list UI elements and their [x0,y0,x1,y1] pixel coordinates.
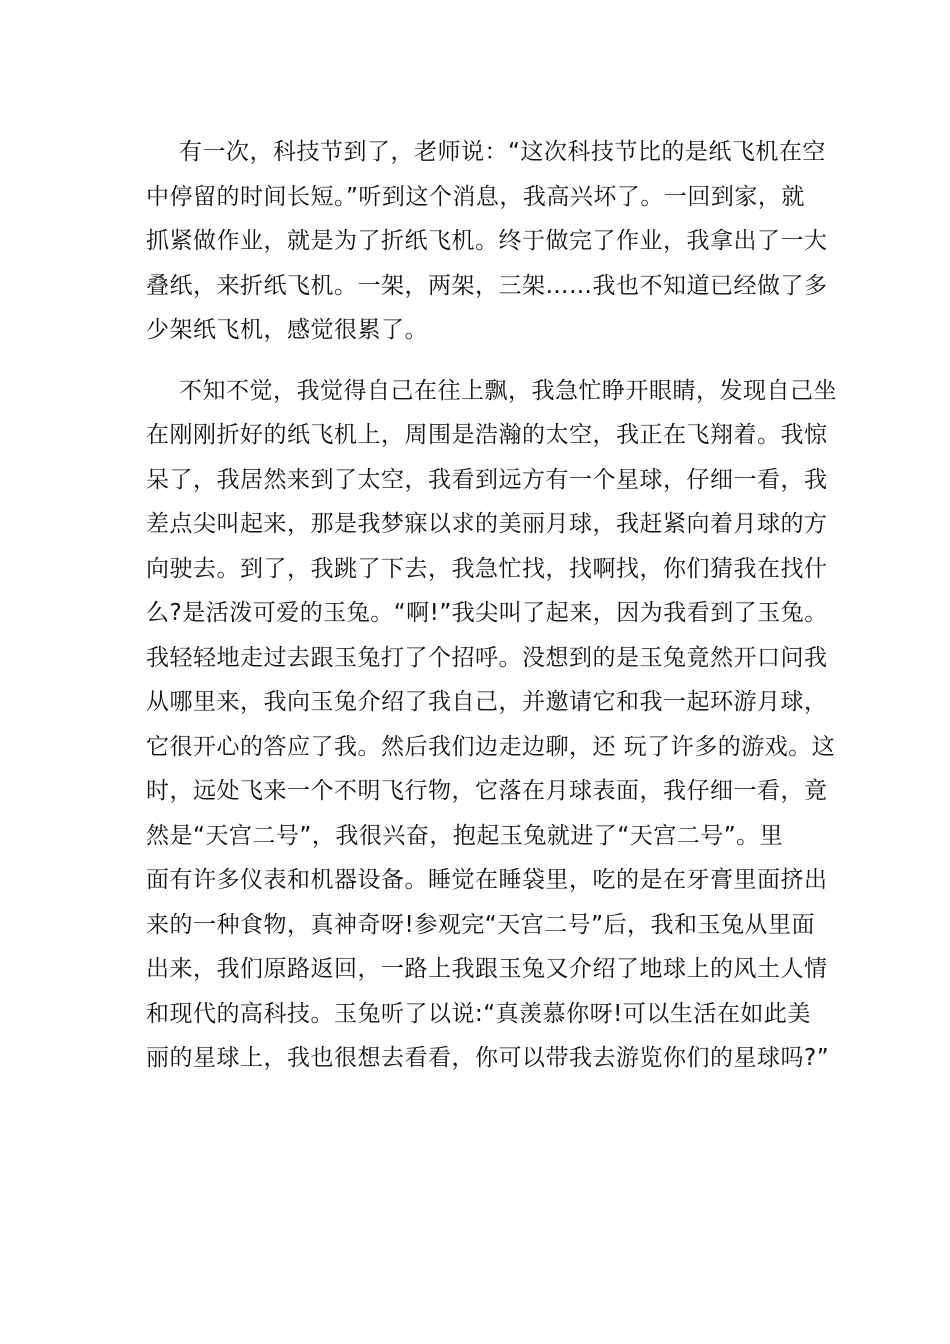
text-line: 丽的星球上，我也很想去看看，你可以带我去游览你们的星球吗?” [146,1045,830,1071]
text-line: 和现代的高科技。玉兔听了以说:“真羡慕你呀!可以生活在如此美 [146,1000,811,1027]
text-line: 么?是活泼可爱的玉兔。“啊!”我尖叫了起来，因为我看到了玉兔。 [146,600,828,626]
paragraph-2 [146,369,837,1081]
text-line: 中停留的时间长短。”听到这个消息，我高兴坏了。一回到家，就 [146,183,805,210]
text-line: 差点尖叫起来，那是我梦寐以求的美丽月球，我赶紧向着月球的方 [146,511,828,537]
text-line: 来的一种食物，真神奇呀!参观完“天宫二号”后，我和玉兔从里面 [146,911,816,938]
paragraph-1 [146,130,828,353]
text-line: 然是“天宫二号”，我很兴奋，抱起玉兔就进了“天宫二号”。里 [146,822,784,849]
text-line: 叠纸，来折纸飞机。一架，两架，三架……我也不知道已经做了多 [146,272,828,299]
text-line: 抓紧做作业，就是为了折纸飞机。终于做完了作业，我拿出了一大 [146,228,828,254]
text-line: 在刚刚折好的纸飞机上，周围是浩瀚的太空，我正在飞翔着。我惊 [146,422,828,448]
text-line: 面有许多仪表和机器设备。睡觉在睡袋里，吃的是在牙膏里面挤出 [146,867,828,893]
text-line: 时，远处飞来一个不明飞行物，它落在月球表面，我仔细一看，竟 [146,778,828,804]
text-line: 出来，我们原路返回，一路上我跟玉兔又介绍了地球上的风土人情 [146,956,828,982]
text-line: 少架纸飞机，感觉很累了。 [146,317,428,343]
document-body [146,130,837,1097]
text-line: 呆了，我居然来到了太空，我看到远方有一个星球，仔细一看，我 [146,466,828,493]
text-line: 不知不觉，我觉得自己在往上飘，我急忙睁开眼睛，发现自己坐 [179,377,837,404]
text-line: 它很开心的答应了我。然后我们边走边聊，还 玩了许多的游戏。这 [146,733,836,760]
text-line: 从哪里来，我向玉兔介绍了我自己，并邀请它和我一起环游月球， [146,689,828,715]
text-line: 有一次，科技节到了，老师说：“这次科技节比的是纸飞机在空 [179,139,826,165]
text-line: 向驶去。到了，我跳了下去，我急忙找，找啊找，你们猜我在找什 [146,555,828,582]
text-line: 我轻轻地走过去跟玉兔打了个招呼。没想到的是玉兔竟然开口问我 [146,644,828,671]
